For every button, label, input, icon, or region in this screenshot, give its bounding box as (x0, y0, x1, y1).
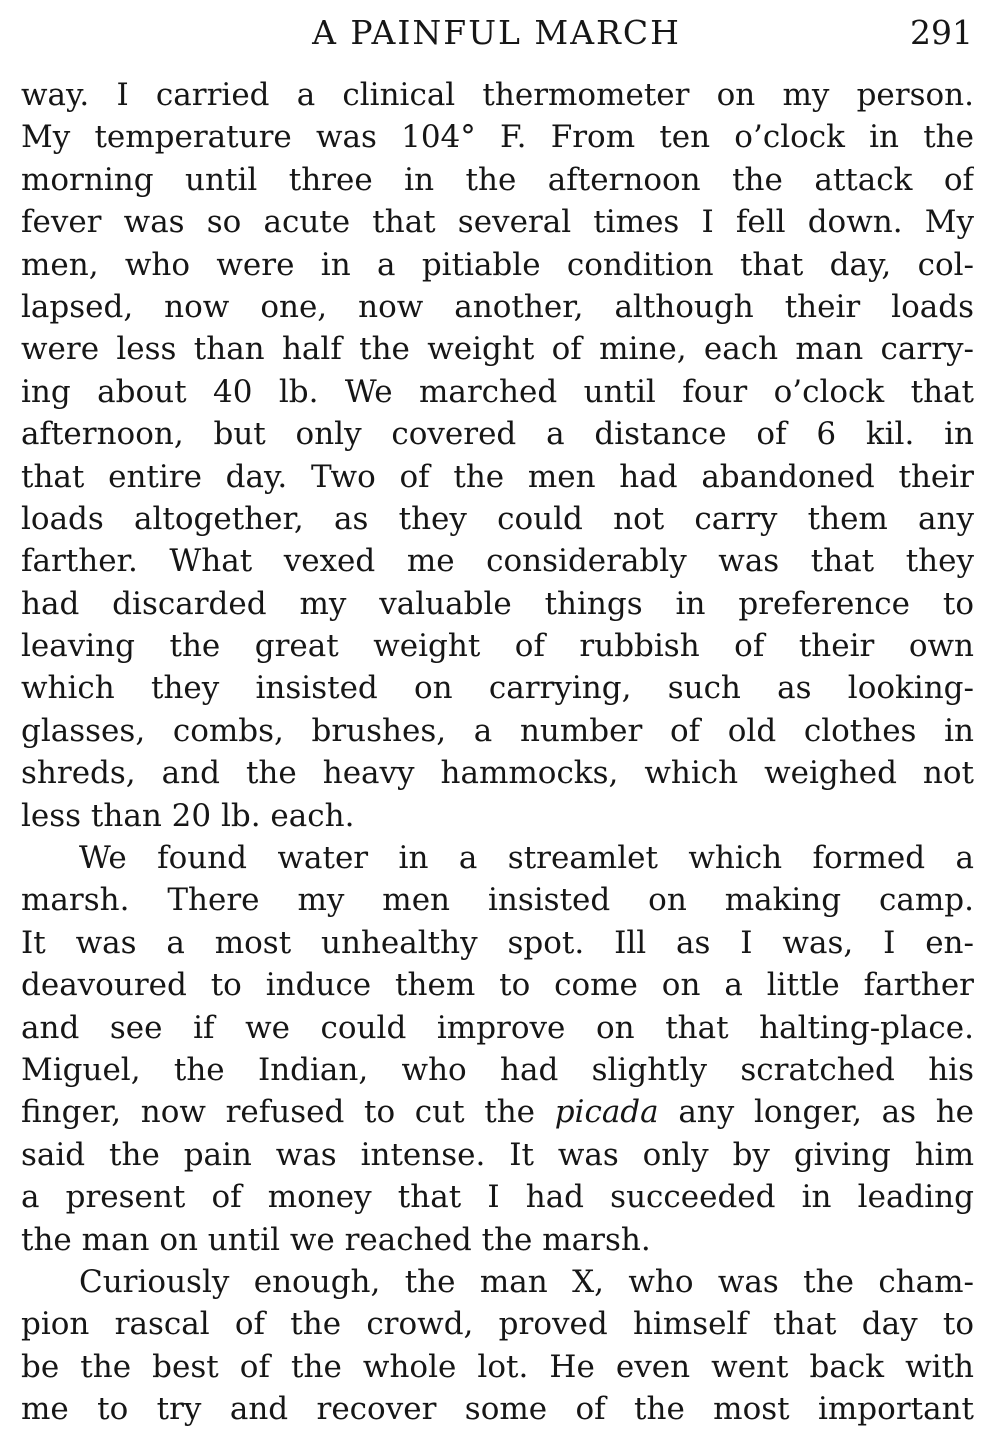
text-line: morning until three in the afternoon the attack of (21, 161, 974, 198)
text-line: lapsed, now one, now another, although their loads (21, 288, 974, 325)
text-line: ing about 40 lb. We marched until four o’clock that (21, 373, 974, 410)
text-line: shreds, and the heavy hammocks, which weighed not (21, 755, 974, 792)
text-line: afternoon, but only covered a distance of 6 kil. in (21, 416, 974, 453)
text-line: a present of money that I had succeeded in leading (21, 1179, 974, 1216)
text-line: be the best of the whole lot. He even went back with (21, 1348, 974, 1385)
line-text-before: finger, now refused to cut the (21, 1094, 536, 1131)
line-text-after: any longer, as he (678, 1094, 974, 1131)
text-line: farther. What vexed me considerably was that they (21, 543, 974, 580)
text-line: glasses, combs, brushes, a number of old clothes in (21, 712, 974, 749)
text-line: the man on until we reached the marsh. (21, 1221, 651, 1258)
text-line: Curiously enough, the man X, who was the cham- (79, 1263, 974, 1300)
page-number: 291 (910, 13, 973, 52)
text-line: We found water in a streamlet which formed a (79, 840, 974, 877)
text-line: men, who were in a pitiable condition that day, col- (21, 246, 974, 283)
text-line: marsh. There my men insisted on making camp. (21, 882, 974, 919)
text-line: deavoured to induce them to come on a little farther (21, 967, 974, 1004)
text-line: pion rascal of the crowd, proved himself that day to (21, 1306, 974, 1343)
text-line: me to try and recover some of the most important (21, 1391, 974, 1428)
paragraph-3 (21, 1261, 974, 1431)
text-line: were less than half the weight of mine, each man carry- (21, 331, 974, 368)
text-line: My temperature was 104° F. From ten o’clock in the (21, 119, 974, 156)
text-line: leaving the great weight of rubbish of their own (21, 628, 974, 665)
text-line: said the pain was intense. It was only by giving him (21, 1136, 974, 1173)
running-title: A PAINFUL MARCH (312, 13, 681, 52)
page-header (20, 10, 973, 56)
text-line: loads altogether, as they could not carry them any (21, 500, 974, 537)
text-line: which they insisted on carrying, such as looking- (21, 670, 974, 707)
text-line: fever was so acute that several times I fell down. My (21, 204, 974, 241)
text-line: and see if we could improve on that halting-place. (21, 1009, 974, 1046)
body-text (21, 74, 974, 1431)
italic-term: picada (554, 1094, 659, 1131)
text-line: It was a most unhealthy spot. Ill as I was, I en- (21, 924, 974, 961)
text-line: that entire day. Two of the men had abandoned their (21, 458, 974, 495)
text-line: had discarded my valuable things in preference to (21, 585, 974, 622)
paragraph-1 (21, 74, 974, 837)
text-line: Miguel, the Indian, who had slightly scratched his (21, 1051, 974, 1088)
text-line-with-italic (21, 1091, 974, 1133)
paragraph-2 (21, 837, 974, 1261)
text-line: less than 20 lb. each. (21, 797, 355, 834)
text-line: way. I carried a clinical thermometer on my person. (21, 77, 974, 113)
